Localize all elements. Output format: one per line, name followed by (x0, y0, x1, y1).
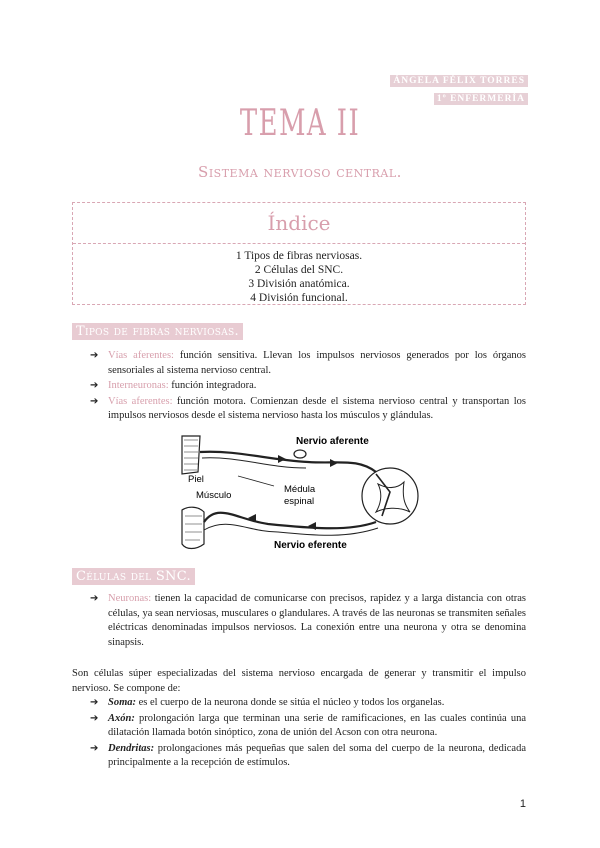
list-item (90, 742, 526, 771)
bullet-term: Dendritas: (108, 742, 155, 754)
bullet-term: Axón: (108, 712, 135, 724)
spinal-cord (362, 468, 418, 524)
afferent-nerve-path (200, 452, 376, 472)
label-musculo: Músculo (196, 490, 232, 501)
author-block (390, 70, 528, 106)
page-subtitle: Sistema nervioso central. (198, 163, 402, 181)
bullet-text: prolongaciones más pequeñas que salen del soma del cuerpo de la neurona, dedicada principalmente a la recepción de estímulos. (108, 742, 526, 768)
index-item: 4 División funcional. (250, 292, 348, 304)
list-item (90, 349, 526, 378)
arrow-right-icon: ➔ (90, 712, 99, 724)
arrow-right-icon: ➔ (90, 697, 99, 708)
arrowhead (278, 455, 286, 463)
list-item (90, 696, 526, 711)
author-name: ÁNGELA FÉLIX TORRES (390, 75, 528, 87)
bullet-text: es el cuerpo de la neurona donde se sitúa el núcleo y todos los organelas. (136, 697, 445, 708)
page-title: TEMA II (239, 103, 361, 144)
bullet-term: Neuronas: (108, 593, 152, 604)
skin-tissue (182, 436, 200, 474)
arrow-right-icon: ➔ (90, 350, 99, 361)
bullet-text: función motora. Comienzan desde el sistema nervioso central y transportan los impulsos nerviosos desde el sistema nervioso hasta los músculos y glándulas. (108, 395, 526, 421)
bullet-text: prolongación larga que terminan una serie de ramificaciones, en las cuales continúa una dilatación llamada botón sinóptico, zona de unión del Acson con otra neurona. (108, 712, 526, 738)
ganglion (294, 450, 306, 458)
neuron-paragraph: Son células súper especializadas del sistema nervioso encargada de generar y transmitir el impulso nervioso. Se compone de: (72, 668, 526, 694)
label-nervio-eferente: Nervio eferente (274, 540, 347, 551)
index-list (73, 249, 525, 305)
fibras-list (90, 349, 526, 425)
gray-matter (376, 482, 410, 512)
arrowhead (330, 459, 338, 467)
muscle-tissue (182, 507, 204, 548)
bullet-term: Vías aferentes: (108, 395, 173, 407)
muscle-striations (185, 516, 202, 540)
arrow-right-icon: ➔ (90, 380, 99, 391)
index-box (72, 202, 526, 305)
bullet-text: función sensitiva. Llevan los impulsos nerviosos generados por los órganos sensoriales al sistema nervioso central. (108, 350, 526, 376)
bullet-term: Vías aferentes: (108, 350, 174, 361)
section-heading-fibras: Tipos de fibras nerviosas. (72, 323, 243, 340)
label-nervio-aferente: Nervio aferente (296, 436, 369, 447)
bullet-term: Interneuronas: (108, 380, 169, 391)
page-number: 1 (519, 798, 526, 810)
skin-striations (184, 440, 198, 470)
afferent-nerve-edge (202, 458, 306, 468)
efferent-nerve-path (204, 513, 376, 529)
arrow-right-icon: ➔ (90, 395, 99, 407)
reflex-arc-diagram (178, 432, 420, 554)
list-item (90, 395, 526, 424)
arrow-right-icon: ➔ (90, 742, 99, 754)
bullet-term: Soma: (108, 697, 137, 708)
cord-label-line (238, 476, 274, 486)
index-title: Índice (73, 203, 525, 244)
label-espinal: espinal (284, 496, 315, 507)
arrow-right-icon: ➔ (90, 593, 99, 604)
arrowhead (308, 522, 316, 530)
label-medula: Médula (284, 484, 316, 495)
list-item (90, 379, 526, 394)
celulas-list (90, 592, 526, 651)
index-item: 2 Células del SNC. (254, 264, 344, 276)
label-piel: Piel (188, 474, 204, 485)
list-item (90, 712, 526, 741)
index-item: 1 Tipos de fibras nerviosas. (235, 250, 363, 262)
bullet-text: tienen la capacidad de comunicarse con precisos, rapidez y a larga distancia con otras células, ya sean nerviosas, musculares o glandulares. A través de las neuronas se transmiten señales eléctricas denominadas impulsos nerviosos. La conexión entre una neurona y otra se denomina sinapsis. (108, 593, 526, 648)
bullet-text: función integradora. (168, 380, 257, 391)
list-item (90, 592, 526, 650)
section-heading-celulas: Células del SNC. (72, 568, 195, 585)
neuron-parts-list (90, 696, 526, 772)
index-item: 3 División anatómica. (248, 278, 350, 290)
course-label: 1º ENFERMERÍA (434, 93, 528, 105)
